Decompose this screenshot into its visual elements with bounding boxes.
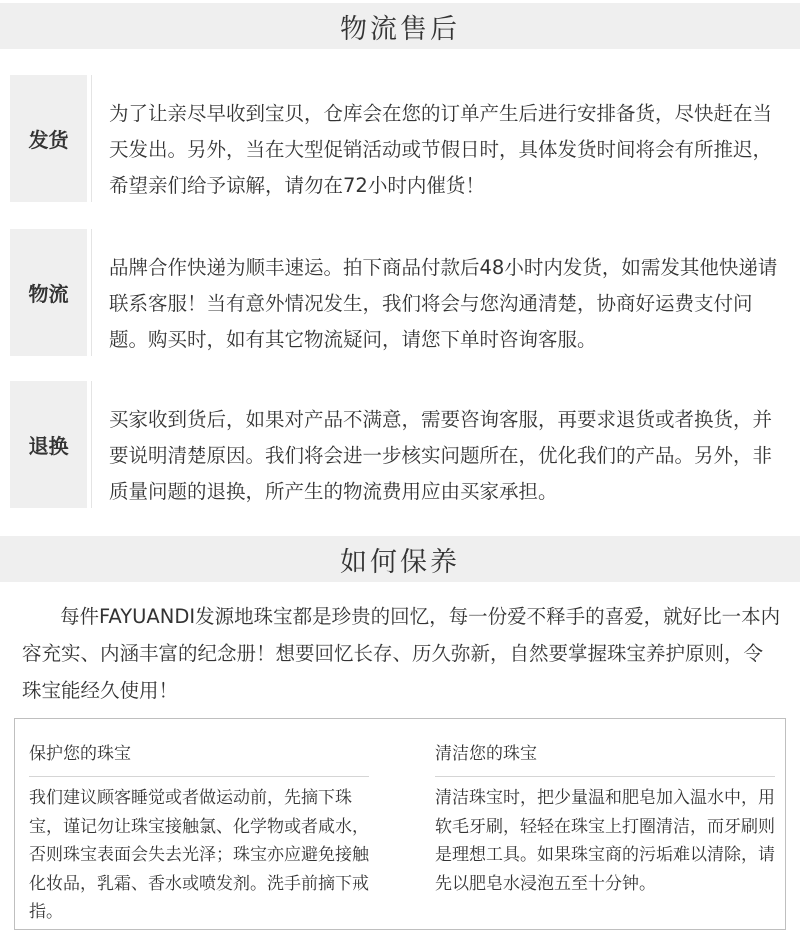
care-column-clean	[435, 719, 775, 898]
policy-row-shipping	[10, 75, 800, 202]
care-title-divider	[435, 776, 775, 777]
care-intro-paragraph: 每件FAYUANDI发源地珠宝都是珍贵的回忆，每一份爱不释手的喜爱，就好比一本内容充实、内涵丰富的纪念册！想要回忆长存、历久弥新，自然要掌握珠宝养护原则，令珠宝能经久使用！	[22, 605, 781, 702]
section-title-care: 如何保养	[340, 546, 460, 578]
care-title-divider	[29, 776, 369, 777]
care-text-protect: 我们建议顾客睡觉或者做运动前，先摘下珠宝，谨记勿让珠宝接触氯、化学物或者咸水，否则珠宝表面会失去光泽；珠宝亦应避免接触化妆品，乳霜、香水或喷发剂。洗手前摘下戒指。	[29, 788, 369, 922]
section-header-logistics	[0, 3, 800, 49]
policy-label-returns: 退换	[10, 381, 87, 508]
policy-text-logistics: 品牌合作快递为顺丰速运。拍下商品付款后48小时内发货，如需发其他快递请联系客服！当有意外情况发生，我们将会与您沟通清楚，协商好运费支付问题。购买时，如有其它物流疑问，请您下单时咨询客服。	[109, 256, 778, 351]
section-title-logistics: 物流售后	[340, 13, 460, 45]
care-column-protect	[29, 719, 369, 927]
policy-row-logistics	[10, 229, 800, 356]
policy-label-shipping: 发货	[10, 75, 87, 202]
policy-text-shipping: 为了让亲尽早收到宝贝，仓库会在您的订单产生后进行安排备货，尽快赶在当天发出。另外，当在大型促销活动或节假日时，具体发货时间将会有所推迟，希望亲们给予谅解，请勿在72小时内催货！	[109, 102, 773, 197]
care-title-clean: 清洁您的珠宝	[435, 744, 537, 764]
section-header-care	[0, 536, 800, 582]
care-text-clean: 清洁珠宝时，把少量温和肥皂加入温水中，用软毛牙刷，轻轻在珠宝上打圈清洁，而牙刷则是理想工具。如果珠宝商的污垢难以清除，请先以肥皂水浸泡五至十分钟。	[435, 788, 775, 894]
policy-row-returns	[10, 381, 800, 508]
care-tips-box	[14, 718, 786, 930]
policy-text-returns: 买家收到货后，如果对产品不满意，需要咨询客服，再要求退货或者换货，并要说明清楚原因。我们将会进一步核实问题所在，优化我们的产品。另外，非质量问题的退换，所产生的物流费用应由买家承担。	[109, 408, 773, 503]
policy-label-logistics: 物流	[10, 229, 87, 356]
care-title-protect: 保护您的珠宝	[29, 744, 131, 764]
